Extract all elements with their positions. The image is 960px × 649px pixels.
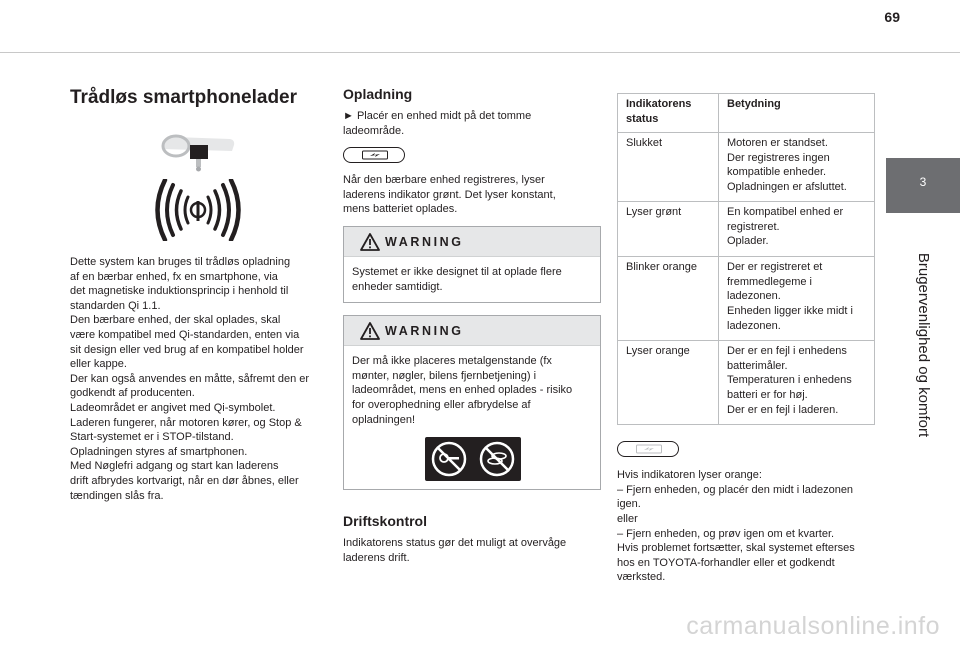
indicator-green-icon [343,147,405,163]
no-metal-objects-icon [425,437,521,481]
table-cell-status: Lyser orange [618,341,719,425]
charging-title: Opladning [343,86,413,102]
table-row [618,133,875,202]
warning-header [344,227,600,257]
table-header-row [618,94,875,133]
page-title: Trådløs smartphonelader [70,87,298,108]
table-row [618,202,875,257]
table-cell-status: Slukket [618,133,719,202]
registered-text: Når den bærbare enhed registreres, lyser laderens indikator grønt. Det lyser konstant, mens batteriet oplades. [343,174,556,216]
orange-indicator-text: Hvis indikatoren lyser orange: – Fjern enheden, og placér den midt i ladezonen igen. eller – Fjern enheden, og prøv igen om et kvarter. Hvis problemet fortsætter, skal systemet efterses hos en TOYOTA-forhandler eller et godkendt værksted. [617,469,855,584]
page-number: 69 [884,9,900,25]
status-section-text: Indikatorens status gør det muligt at overvåge laderens drift. [343,537,567,564]
column-status-table [617,93,875,585]
warning-text: Der må ikke placeres metalgenstande (fx mønter, nøgler, bilens fjernbetjening) i ladeområdet, mens en enhed oplades - risiko for overophedning eller afbrydelse af opladningen! [352,355,573,426]
table-cell-status: Blinker orange [618,257,719,341]
indicator-status-table [617,93,875,425]
chapter-title: Brugervenlighed og komfort [915,252,932,438]
chapter-number: 3 [919,175,927,189]
warning-box-metal-objects [343,315,601,490]
warning-triangle-icon [360,233,380,251]
indicator-orange-icon [617,441,679,457]
chapter-tab[interactable] [886,158,960,213]
charging-step: ► Placér en enhed midt på det tomme ladeområde. [343,110,532,137]
header-rule [0,52,960,53]
column-wireless-charger [70,85,328,503]
table-header-status: Indikatorens status [618,94,719,133]
table-cell-status: Lyser grønt [618,202,719,257]
table-header-meaning: Betydning [719,94,875,133]
watermark: carmanualsonline.info [686,612,940,640]
table-row [618,257,875,341]
table-cell-meaning: Der er en fejl i enhedens batterimåler. Temperaturen i enhedens batteri er for høj. Der er en fejl i laderen. [719,341,875,425]
warning-label: WARNING [385,324,464,339]
warning-box-multiple-devices [343,226,601,303]
warning-label: WARNING [385,234,464,249]
table-cell-meaning: Der er registreret et fremmedlegeme i ladezonen. Enheden ligger ikke midt i ladezonen. [719,257,875,341]
table-cell-meaning: En kompatibel enhed er registreret. Oplader. [719,202,875,257]
warning-triangle-icon [360,322,380,340]
status-section-title: Driftskontrol [343,513,427,530]
column-charging [343,85,601,565]
qi-symbol-icon [150,179,246,241]
dashboard-location-icon [160,133,236,173]
table-cell-meaning: Motoren er standset. Der registreres ingen kompatible enheder. Opladningen er afsluttet. [719,133,875,202]
warning-text: Systemet er ikke designet til at oplade flere enheder samtidigt. [352,265,562,293]
table-row [618,341,875,425]
intro-text: Dette system kan bruges til trådløs opladning af en bærbar enhed, fx en smartphone, via det magnetiske induktionsprincip i henhold til standarden Qi 1.1. Den bærbare enhed, der skal oplades, skal være kompatibel med Qi-standarden, enten via sit design eller ved brug af en kompatibel holder eller kappe. Der kan også anvendes en måtte, såfremt den er godkendt af producenten. Ladeområdet er angivet med Qi-symbolet. Laderen fungerer, når motoren kører, og Stop & Start-systemet er i STOP-tilstand. Opladningen styres af smartphonen. Med Nøglefri adgang og start kan laderens drift afbrydes kortvarigt, når en dør åbnes, eller tændingen slås fra. [70,256,310,502]
warning-header [344,316,600,346]
